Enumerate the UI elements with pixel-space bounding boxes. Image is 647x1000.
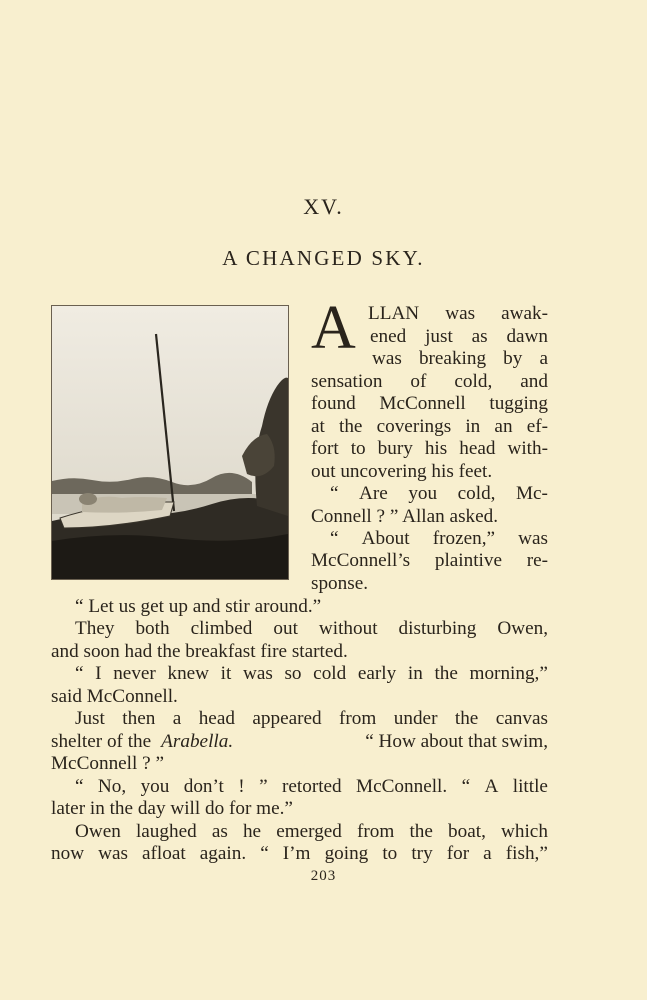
text-line: ened just as dawn (370, 326, 548, 347)
text-line: fort to bury his head with- (311, 438, 548, 459)
text-line: Owen laughed as he emerged from the boat, which (75, 821, 548, 842)
text-line-with-italic (51, 731, 548, 753)
text-line: at the coverings in an ef- (311, 416, 548, 437)
text-line: said McConnell. (51, 686, 178, 707)
illustration-photograph (51, 305, 289, 580)
text-line: later in the day will do for me.” (51, 798, 293, 819)
chapter-title: A CHANGED SKY. (222, 246, 425, 270)
text-line: Just then a head appeared from under the canvas (75, 708, 548, 729)
text-line: and soon had the breakfast fire started. (51, 641, 348, 662)
boat-name: Arabella. (161, 731, 234, 752)
text-line: LLAN was awak- (368, 303, 548, 324)
text-segment: “ How about that swim, (365, 731, 548, 752)
sailboat-photo-icon (52, 306, 288, 579)
text-line: Connell ? ” Allan asked. (311, 506, 499, 527)
text-line: sensation of cold, and (311, 371, 548, 392)
text-line: “ Are you cold, Mc- (330, 483, 548, 504)
text-line: “ I never knew it was so cold early in the morning,” (75, 663, 548, 684)
text-line: was breaking by a (372, 348, 548, 369)
text-line: found McConnell tugging (311, 393, 548, 414)
text-line: McConnell ? ” (51, 753, 164, 774)
text-line: now was afloat again. “ I’m going to try for a fish,” (51, 843, 548, 864)
page-number: 203 (310, 868, 337, 884)
text-line: “ No, you don’t ! ” retorted McConnell. “ A little (75, 776, 548, 797)
text-line: “ Let us get up and stir around.” (75, 596, 322, 617)
text-segment: shelter of the (51, 731, 152, 752)
text-line: They both climbed out without disturbing Owen, (75, 618, 548, 639)
text-line: out uncovering his feet. (311, 461, 493, 482)
text-line: McConnell’s plaintive re- (311, 550, 548, 571)
text-line: sponse. (311, 573, 369, 594)
text-line: “ About frozen,” was (330, 528, 548, 549)
drop-cap: A (311, 294, 356, 362)
chapter-number: XV. (303, 194, 344, 219)
